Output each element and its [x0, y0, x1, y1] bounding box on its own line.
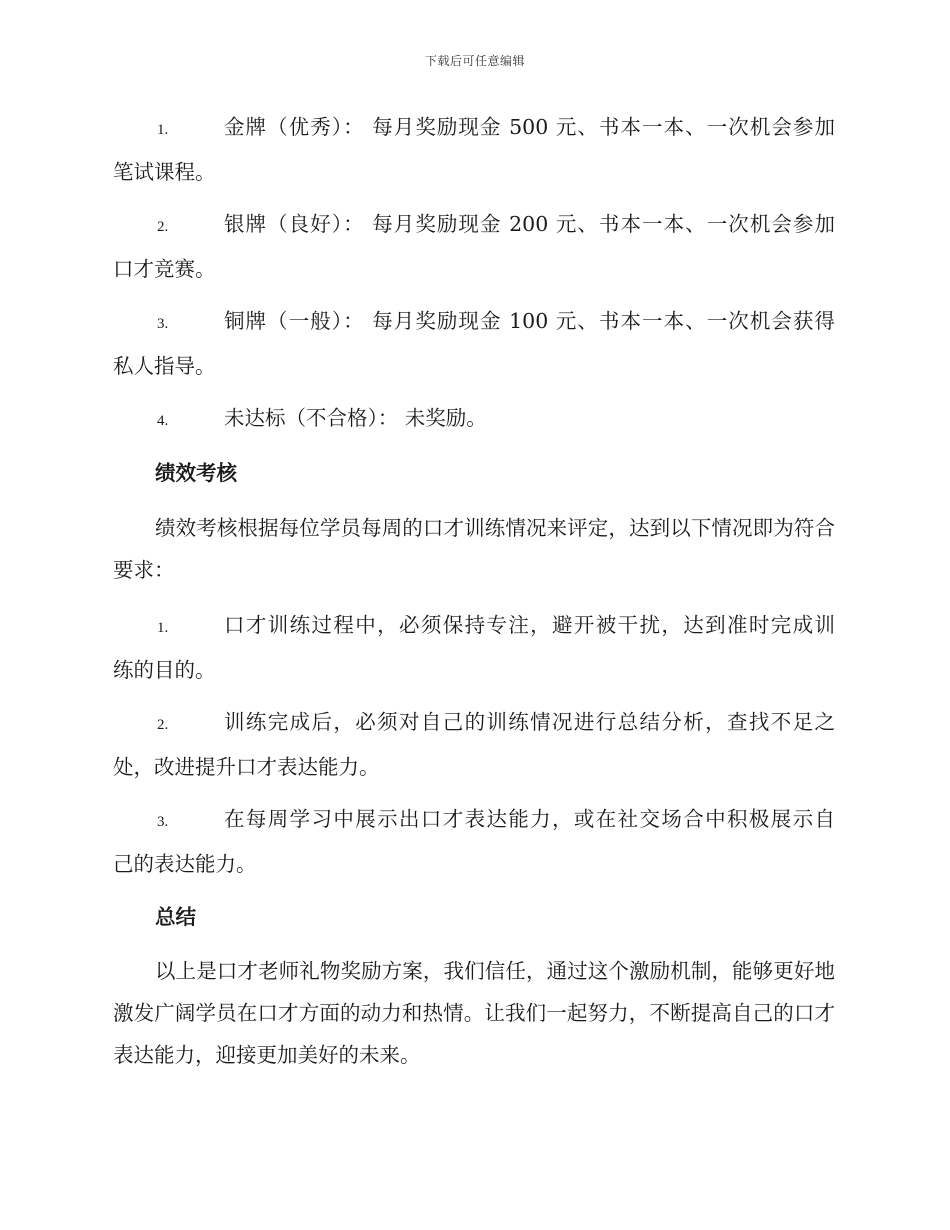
list-number: 2.: [157, 219, 169, 235]
list-number: 2.: [157, 717, 169, 733]
list-item-text-continued: 练的目的。: [113, 658, 216, 682]
list-number: 4.: [157, 413, 169, 429]
list-number: 1.: [157, 122, 169, 138]
list-item-text-continued: 口才竞赛。: [113, 257, 216, 281]
page-header: 下载后可任意编辑: [424, 54, 525, 68]
list-number: 1.: [157, 620, 169, 636]
summary-body: 以上是口才老师礼物奖励方案，我们信任，通过这个激励机制，能够更好地激发广阔学员在口才方面的动力和热情。让我们一起努力，不断提高自己的口才表达能力，迎接更加美好的未来。: [113, 959, 835, 1067]
list-item-text: 训练完成后，必须对自己的训练情况进行总结分析，查找不足之: [224, 710, 835, 734]
list-item-text-continued: 己的表达能力。: [113, 852, 257, 876]
performance-item: [113, 798, 835, 885]
performance-item: [113, 604, 835, 691]
performance-item: [113, 701, 835, 788]
performance-intro: 绩效考核根据每位学员每周的口才训练情况来评定，达到以下情况即为符合要求：: [113, 516, 835, 582]
list-item-text: 铜牌（一般）： 每月奖励现金 100 元、书本一本、一次机会获得: [224, 309, 835, 333]
reward-item-bronze: [113, 300, 835, 387]
list-number: 3.: [157, 814, 169, 830]
list-item-text-continued: 笔试课程。: [113, 160, 216, 184]
reward-item-silver: [113, 203, 835, 290]
section-heading-summary: 总结: [155, 905, 196, 929]
list-item-text: 在每周学习中展示出口才表达能力，或在社交场合中积极展示自: [224, 807, 835, 831]
list-item-text-continued: 处，改进提升口才表达能力。: [113, 755, 380, 779]
list-item-text: 金牌（优秀）： 每月奖励现金 500 元、书本一本、一次机会参加: [224, 115, 835, 139]
list-item-text: 银牌（良好）： 每月奖励现金 200 元、书本一本、一次机会参加: [224, 212, 835, 236]
list-number: 3.: [157, 316, 169, 332]
section-heading-performance: 绩效考核: [155, 461, 237, 485]
list-item-text: 未达标（不合格）： 未奖励。: [224, 406, 487, 430]
list-item-text: 口才训练过程中，必须保持专注，避开被干扰，达到准时完成训: [224, 613, 835, 637]
reward-item-gold: [113, 106, 835, 193]
list-item-text-continued: 私人指导。: [113, 354, 216, 378]
reward-item-fail: [113, 397, 835, 442]
